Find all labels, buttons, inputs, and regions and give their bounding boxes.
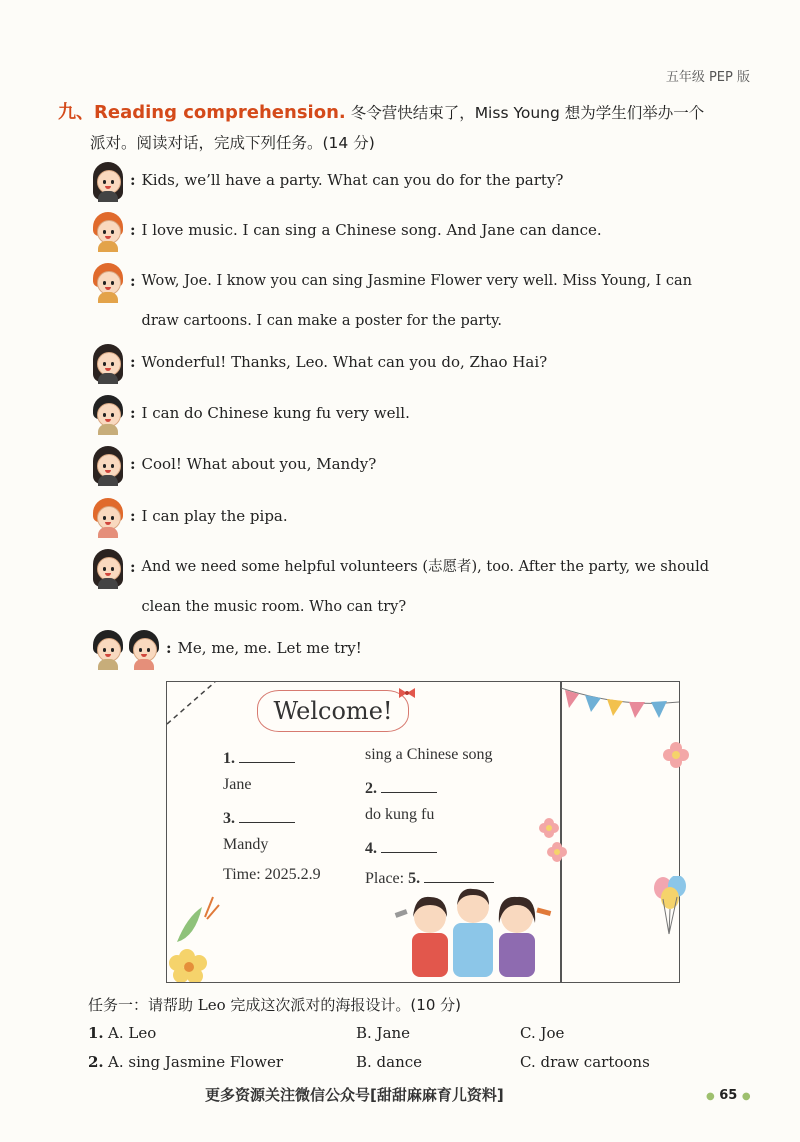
option-a[interactable]: A. sing Jasmine Flower	[108, 1053, 283, 1071]
teacher-avatar-icon	[90, 344, 126, 384]
section-heading	[58, 98, 758, 158]
boy-avatar-icon	[90, 395, 126, 435]
dialogue-text: Wow, Joe. I know you can sing Jasmine Flower very well. Miss Young, I can	[141, 273, 692, 289]
dot-icon: ●	[741, 1091, 751, 1102]
flower-bouquet-decoration	[147, 887, 227, 982]
option-b[interactable]: B. dance	[356, 1053, 423, 1071]
page-number	[706, 1088, 751, 1103]
flower-icon	[539, 817, 569, 867]
page-number-text: 65	[719, 1088, 738, 1103]
section-title: Reading comprehension.	[94, 102, 346, 123]
blank-number: 1.	[223, 750, 235, 767]
answer-blank-1[interactable]	[239, 746, 295, 763]
dialogue-text: I can play the pipa.	[141, 507, 288, 525]
section-intro-line2: 派对。阅读对话，完成下列任务。(14 分)	[90, 134, 375, 152]
poster-activity: sing a Chinese song	[365, 746, 493, 763]
dialogue-line: : And we need some helpful volunteers (志愿者), too. After the party, we should clean the music room. Who can try?	[90, 549, 760, 617]
singing-kids-illustration	[385, 887, 565, 982]
dialogue-line: : Wonderful! Thanks, Leo. What can you do, Zhao Hai?	[90, 344, 760, 384]
footer-note: 更多资源关注微信公众号[甜甜麻麻育儿资料]	[205, 1086, 504, 1104]
boy-avatar-icon	[90, 630, 126, 670]
dialogue-line: : I love music. I can sing a Chinese song. And Jane can dance.	[90, 212, 760, 252]
option-c[interactable]: C. draw cartoons	[520, 1053, 650, 1071]
teacher-avatar-icon	[90, 549, 126, 589]
dashed-corner-decoration	[167, 682, 227, 732]
dialogue-text-continued: draw cartoons. I can make a poster for the party.	[141, 313, 503, 329]
boy-avatar-icon	[90, 263, 126, 303]
question-number: 2.	[88, 1053, 104, 1071]
dialogue-text: Kids, we’ll have a party. What can you do for the party?	[141, 171, 564, 189]
dialogue-line: : Cool! What about you, Mandy?	[90, 446, 760, 486]
poster-activity: do kung fu	[365, 806, 435, 823]
poster-time: Time: 2025.2.9	[223, 866, 321, 883]
poster-place-label: Place:	[365, 870, 409, 887]
girl-avatar-icon	[126, 630, 162, 670]
answer-blank-5[interactable]	[424, 866, 494, 883]
flower-icon	[661, 740, 691, 770]
balloons-icon	[651, 876, 691, 936]
poster-name: Mandy	[223, 836, 269, 853]
poster-title: Welcome!	[257, 690, 409, 732]
blank-number: 4.	[365, 840, 377, 857]
blank-number: 5.	[408, 870, 421, 887]
answer-blank-3[interactable]	[239, 806, 295, 823]
dialogue-text: And we need some helpful volunteers (志愿者), too. After the party, we should	[141, 559, 710, 575]
teacher-avatar-icon	[90, 162, 126, 202]
dialogue-text: I can do Chinese kung fu very well.	[141, 404, 410, 422]
answer-blank-2[interactable]	[381, 776, 437, 793]
answer-blank-4[interactable]	[381, 836, 437, 853]
girl-avatar-icon	[90, 498, 126, 538]
task-label: 任务一：请帮助	[88, 996, 198, 1014]
dialogue-line: : Wow, Joe. I know you can sing Jasmine Flower very well. Miss Young, I can draw cartoons. I can make a poster for the party.	[90, 263, 760, 331]
bunting-flags-decoration	[561, 682, 679, 722]
dialogue-text: Cool! What about you, Mandy?	[141, 455, 377, 473]
poster-name: Jane	[223, 776, 252, 793]
blank-number: 3.	[223, 810, 235, 827]
task-instruction	[88, 994, 461, 1015]
question-number: 1.	[88, 1024, 104, 1042]
boy-avatar-icon	[90, 212, 126, 252]
section-intro-line1: 冬令营快结束了，Miss Young 想为学生们举办一个	[350, 104, 705, 122]
blank-number: 2.	[365, 780, 377, 797]
dialogue-text-continued: clean the music room. Who can try?	[141, 599, 407, 615]
dialogue-text: Me, me, me. Let me try!	[177, 639, 362, 657]
bow-icon	[397, 686, 417, 700]
teacher-avatar-icon	[90, 446, 126, 486]
dialogue-line: : Kids, we’ll have a party. What can you do for the party?	[90, 162, 760, 202]
grade-tag: 五年级 PEP 版	[665, 70, 750, 85]
dialogue-line: : Me, me, me. Let me try!	[90, 630, 760, 670]
dialogue-text: Wonderful! Thanks, Leo. What can you do, Zhao Hai?	[141, 353, 548, 371]
task-name: Leo	[197, 996, 226, 1014]
dialogue-line: : I can do Chinese kung fu very well.	[90, 395, 760, 435]
option-a[interactable]: A. Leo	[108, 1024, 157, 1042]
task-rest: 完成这次派对的海报设计。(10 分)	[225, 996, 461, 1014]
party-poster	[166, 681, 680, 983]
dialogue-line: : I can play the pipa.	[90, 498, 760, 538]
section-number: 九、	[58, 102, 94, 123]
dot-icon: ●	[706, 1091, 715, 1102]
option-c[interactable]: C. Joe	[520, 1024, 565, 1042]
dialogue-text: I love music. I can sing a Chinese song. And Jane can dance.	[141, 221, 602, 239]
option-b[interactable]: B. Jane	[356, 1024, 411, 1042]
